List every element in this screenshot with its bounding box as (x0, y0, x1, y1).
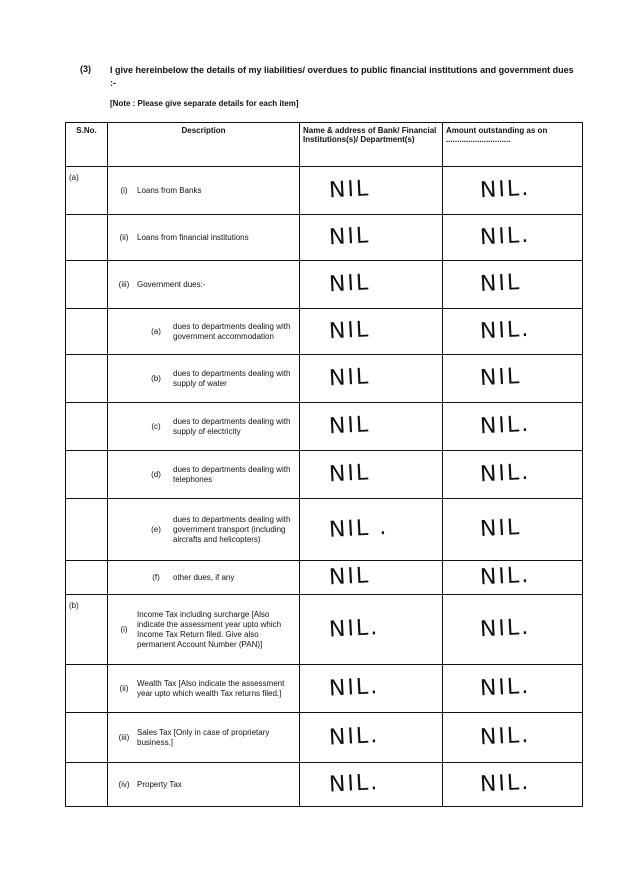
row-label: (f) (152, 573, 160, 582)
handwritten-name: NIL. (328, 674, 380, 702)
row-sno (66, 309, 108, 355)
row-sno (66, 403, 108, 451)
row-name (300, 167, 443, 215)
table-row (66, 309, 583, 355)
row-name (300, 451, 443, 499)
header-sno: S.No. (66, 123, 108, 167)
row-text: Property Tax (137, 779, 182, 789)
table-row (66, 561, 583, 595)
row-amount (443, 355, 583, 403)
row-name (300, 355, 443, 403)
handwritten-amount: NIL. (479, 316, 531, 345)
row-label: (c) (151, 422, 161, 431)
row-text: dues to departments dealing with government transport (including aircrafts and helicopters) (173, 514, 291, 544)
row-name (300, 561, 443, 595)
table-row (66, 499, 583, 561)
handwritten-name: NIL (328, 412, 371, 440)
row-name (300, 309, 443, 355)
row-label: (i) (120, 625, 128, 634)
row-description (108, 763, 300, 807)
handwritten-name: NIL (328, 270, 371, 298)
handwritten-amount: NIL. (479, 614, 531, 643)
handwritten-name: NIL (328, 563, 371, 591)
row-sno (66, 355, 108, 403)
handwritten-amount: NIL (479, 270, 522, 298)
table-row (66, 215, 583, 261)
row-description (108, 595, 300, 665)
handwritten-amount: NIL (479, 364, 522, 392)
handwritten-amount: NIL. (479, 769, 531, 798)
handwritten-name: NIL (328, 176, 371, 204)
row-name (300, 665, 443, 713)
row-text: Government dues:- (137, 279, 206, 289)
row-sno (66, 261, 108, 309)
row-text: Income Tax including surcharge [Also indicate the assessment year upto which Income Tax Return filed. Give also permanent Account Number (PAN)] (137, 609, 282, 649)
row-description (108, 215, 300, 261)
row-sno (66, 713, 108, 763)
row-description (108, 665, 300, 713)
row-label: (iii) (118, 280, 130, 289)
row-description (108, 499, 300, 561)
handwritten-name: NIL. (328, 770, 380, 798)
row-label: (d) (151, 470, 161, 479)
row-label: (b) (151, 374, 161, 383)
handwritten-amount: NIL. (479, 722, 531, 751)
row-description (108, 451, 300, 499)
row-label: (e) (151, 525, 161, 534)
table-row (66, 167, 583, 215)
row-sno (66, 763, 108, 807)
handwritten-amount: NIL. (479, 459, 531, 488)
row-sno (66, 215, 108, 261)
row-description (108, 403, 300, 451)
section-number: (3) (80, 64, 91, 74)
handwritten-amount: NIL. (479, 222, 531, 251)
row-amount (443, 215, 583, 261)
row-name (300, 713, 443, 763)
liabilities-table (65, 122, 583, 807)
row-name (300, 499, 443, 561)
handwritten-name: NIL (328, 223, 371, 251)
row-text: Loans from Banks (137, 185, 202, 195)
table-row (66, 451, 583, 499)
handwritten-amount: NIL. (479, 411, 531, 440)
row-sno (66, 451, 108, 499)
table-row (66, 763, 583, 807)
handwritten-amount: NIL. (479, 562, 531, 591)
row-amount (443, 261, 583, 309)
row-sno: (b) (66, 595, 108, 665)
handwritten-name: NIL . (328, 514, 389, 543)
row-amount (443, 167, 583, 215)
row-description (108, 167, 300, 215)
row-name (300, 595, 443, 665)
row-amount (443, 499, 583, 561)
header-amount: Amount outstanding as on ............................. (443, 123, 583, 167)
row-sno (66, 561, 108, 595)
row-amount (443, 451, 583, 499)
row-amount (443, 309, 583, 355)
row-amount (443, 403, 583, 451)
row-description (108, 355, 300, 403)
row-text: Loans from financial institutions (137, 232, 249, 242)
header-description: Description (108, 123, 300, 167)
row-label: (a) (151, 327, 161, 336)
row-description (108, 561, 300, 595)
row-sno: (a) (66, 167, 108, 215)
row-amount (443, 665, 583, 713)
handwritten-name: NIL. (328, 615, 380, 643)
table-row (66, 261, 583, 309)
row-label: (ii) (119, 684, 129, 693)
row-label: (iv) (118, 780, 130, 789)
section-note: [Note : Please give separate details for each item] (110, 99, 299, 108)
handwritten-name: NIL (328, 364, 371, 392)
row-label: (iii) (118, 733, 130, 742)
table-row (66, 713, 583, 763)
row-text: dues to departments dealing with telephones (173, 464, 291, 484)
row-description (108, 713, 300, 763)
row-text: dues to departments dealing with supply of water (173, 368, 291, 388)
row-text: Wealth Tax [Also indicate the assessment year upto which wealth Tax returns filed.] (137, 678, 285, 698)
row-name (300, 215, 443, 261)
handwritten-name: NIL (328, 317, 371, 345)
table-row (66, 355, 583, 403)
handwritten-amount: NIL. (479, 175, 531, 204)
row-name (300, 403, 443, 451)
handwritten-amount: NIL (479, 515, 522, 543)
section-intro: I give hereinbelow the details of my liabilities/ overdues to public financial institutions and government dues :- (110, 65, 574, 88)
table-row (66, 403, 583, 451)
handwritten-name: NIL. (328, 723, 380, 751)
row-text: dues to departments dealing with government accommodation (173, 321, 291, 341)
table-row (66, 665, 583, 713)
row-amount (443, 713, 583, 763)
row-name (300, 261, 443, 309)
row-amount (443, 561, 583, 595)
row-label: (ii) (119, 233, 129, 242)
row-text: other dues, if any (173, 572, 235, 582)
row-sno (66, 499, 108, 561)
row-description (108, 309, 300, 355)
header-name: Name & address of Bank/ Financial Institutions(s)/ Department(s) (300, 123, 443, 167)
row-amount (443, 595, 583, 665)
row-label: (i) (120, 186, 128, 195)
row-description (108, 261, 300, 309)
handwritten-amount: NIL. (479, 673, 531, 702)
row-amount (443, 763, 583, 807)
row-sno (66, 665, 108, 713)
handwritten-name: NIL (328, 460, 371, 488)
table-row (66, 595, 583, 665)
row-name (300, 763, 443, 807)
row-text: Sales Tax [Only in case of proprietary business.] (137, 727, 270, 747)
row-text: dues to departments dealing with supply of electricity (173, 416, 291, 436)
